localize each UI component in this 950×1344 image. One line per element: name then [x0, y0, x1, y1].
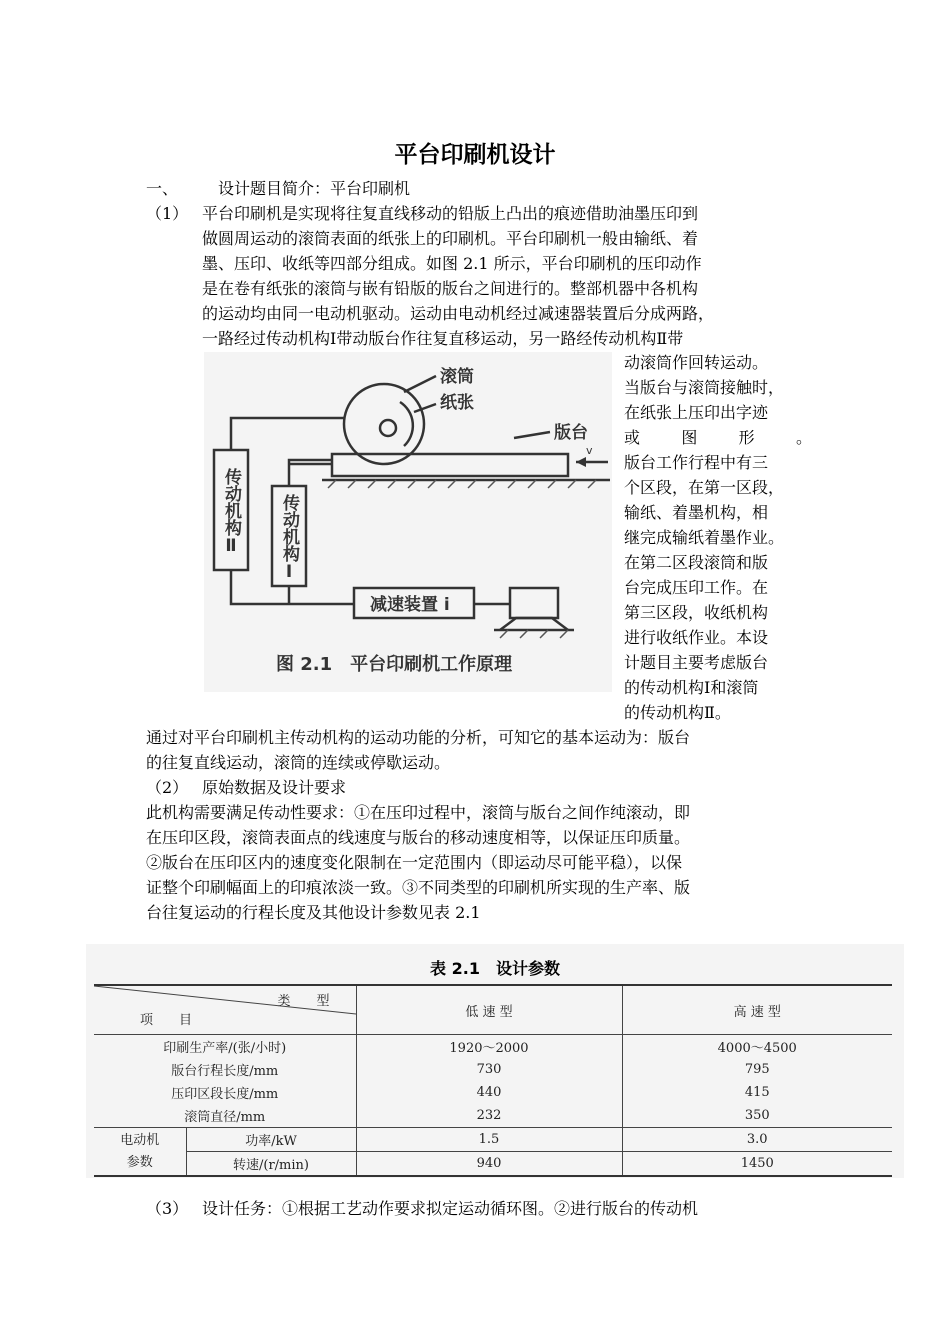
para-1-side-text	[624, 350, 812, 725]
mech2-drum-link	[231, 418, 344, 450]
drum-axle	[380, 420, 396, 436]
para-1-line: 是在卷有纸张的滚筒与嵌有铅版的版台之间进行的。整部机器中各机构	[202, 279, 699, 298]
section-1-number: 一、	[146, 179, 179, 198]
para-1-number: （1）	[146, 204, 189, 223]
side-line: 动滚筒作回转运动。	[624, 353, 769, 372]
table-header-row	[94, 985, 892, 1035]
paper-leader	[414, 404, 436, 412]
drum-leader	[404, 376, 436, 392]
side-line: 的传动机构Ⅰ和滚筒	[624, 678, 759, 697]
reducer-label: 减速装置 i	[370, 595, 450, 615]
para-2-line: ②版台在压印区内的速度变化限制在一定范围内（即运动尽可能平稳），以保	[146, 853, 683, 872]
para-2-line: 台往复运动的行程长度及其他设计参数见表 2.1	[146, 903, 481, 922]
side-line: 台完成压印工作。在	[624, 578, 769, 597]
row-high: 4000～4500	[622, 1035, 892, 1059]
bed-leader	[514, 432, 550, 438]
row-low: 940	[356, 1152, 622, 1177]
table-2-1	[86, 944, 904, 1178]
side-line: 当版台与滚筒接触时，	[624, 378, 785, 397]
para-1-line: 平台印刷机是实现将往复直线移动的铅版上凸出的痕迹借助油墨压印到	[202, 204, 699, 223]
row-label: 滚筒直径/mm	[94, 1104, 356, 1128]
press-diagram	[204, 352, 612, 692]
velocity-arrowhead	[576, 457, 586, 467]
section-1-heading: 设计题目简介：平台印刷机	[218, 179, 411, 198]
side-line: 在纸张上压印出字迹	[624, 403, 769, 422]
table-row	[94, 1035, 892, 1059]
motor-base	[500, 618, 568, 630]
conclusion-line: 通过对平台印刷机主传动机构的运动功能的分析，可知它的基本运动为：版台	[146, 728, 691, 747]
header-low-speed: 低 速 型	[356, 985, 622, 1035]
bed-rect	[332, 454, 568, 476]
paper-arc	[400, 402, 413, 446]
row-high: 415	[744, 1085, 770, 1100]
para-3-number: （3）	[146, 1199, 189, 1218]
side-line: 个区段，在第一区段，	[624, 478, 785, 497]
para-2-line: 此机构需要满足传动性要求：①在压印过程中，滚筒与版台之间作纯滚动，即	[146, 803, 691, 822]
row-label: 印刷生产率/(张/小时)	[94, 1035, 356, 1059]
table-title: 表 2.1 设计参数	[430, 959, 560, 978]
row-label: 压印区段长度/mm	[94, 1081, 356, 1104]
figure-caption: 图 2.1 平台印刷机工作原理	[276, 654, 513, 675]
row-low: 730	[356, 1058, 622, 1081]
bed-label: 版台	[554, 423, 588, 443]
side-line: 第三区段，收纸机构	[624, 603, 769, 622]
row-label: 转速/(r/min)	[186, 1152, 356, 1177]
row-high: 795	[744, 1062, 770, 1077]
para-2-line: 证整个印刷幅面上的印痕浓淡一致。③不同类型的印刷机所实现的生产率、版	[146, 878, 691, 897]
side-line: 计题目主要考虑版台	[624, 653, 769, 672]
para-2-heading: 原始数据及设计要求	[202, 778, 347, 797]
row-low: 440	[356, 1081, 622, 1104]
side-line: 进行收纸作业。本设	[624, 628, 769, 647]
row-high: 1450	[622, 1152, 892, 1177]
para-1-conclusion	[146, 725, 690, 775]
table-row	[94, 1152, 892, 1177]
side-line: 版台工作行程中有三	[624, 453, 769, 472]
para-1-line: 做圆周运动的滚筒表面的纸张上的印刷机。平台印刷机一般由输纸、着	[202, 229, 699, 248]
header-diagonal-cell	[94, 985, 356, 1035]
row-high: 350	[744, 1108, 770, 1123]
header-high-speed: 高 速 型	[622, 985, 892, 1035]
row-low: 1920～2000	[356, 1035, 622, 1059]
para-1-body	[202, 201, 714, 351]
mechanism-1-label: 传动机构Ⅰ	[279, 494, 299, 582]
row-label: 版台行程长度/mm	[94, 1058, 356, 1081]
conclusion-line: 的往复直线运动，滚筒的连续或停歇运动。	[146, 753, 451, 772]
motor-group-label: 电动机 参数	[94, 1128, 186, 1177]
page-title: 平台印刷机设计	[394, 142, 556, 168]
table-row	[94, 1104, 892, 1128]
side-line-spread: 或 图 形 。	[624, 428, 812, 447]
arrow-label: v	[586, 444, 593, 457]
row-high: 3.0	[622, 1128, 892, 1152]
drum-label: 滚筒	[440, 367, 474, 387]
para-2-line: 在压印区段，滚筒表面点的线速度与版台的移动速度相等，以保证压印质量。	[146, 828, 691, 847]
row-label: 功率/kW	[186, 1128, 356, 1152]
table-row	[94, 1128, 892, 1152]
para-1-line: 的运动均由同一电动机驱动。运动由电动机经过减速器装置后分成两路，	[202, 304, 715, 323]
motor-box	[510, 588, 558, 618]
mechanism-2-label: 传动机构Ⅱ	[221, 468, 241, 556]
side-line: 继完成输纸着墨作业。	[624, 528, 785, 547]
header-item: 项 目	[140, 1013, 193, 1028]
para-1-line: 墨、压印、收纸等四部分组成。如图 2.1 所示，平台印刷机的压印动作	[202, 254, 702, 273]
row-low: 1.5	[356, 1128, 622, 1152]
side-line: 在第二区段滚筒和版	[624, 553, 769, 572]
side-line: 的传动机构Ⅱ。	[624, 703, 731, 722]
para-1-line: 一路经过传动机构Ⅰ带动版台作往复直移运动，另一路经传动机构Ⅱ带	[202, 329, 684, 348]
para-3-text: 设计任务：①根据工艺动作要求拟定运动循环图。②进行版台的传动机	[202, 1199, 699, 1218]
header-type: 类 型	[277, 994, 330, 1009]
side-line: 输纸、着墨机构，相	[624, 503, 769, 522]
paper-label: 纸张	[440, 393, 474, 413]
table-row	[94, 1058, 892, 1081]
row-low: 232	[356, 1104, 622, 1128]
table-row	[94, 1081, 892, 1104]
para-2-body	[146, 800, 690, 925]
design-parameters-table	[94, 984, 892, 1177]
figure-2-1	[204, 352, 612, 692]
para-2-number: （2）	[146, 778, 189, 797]
